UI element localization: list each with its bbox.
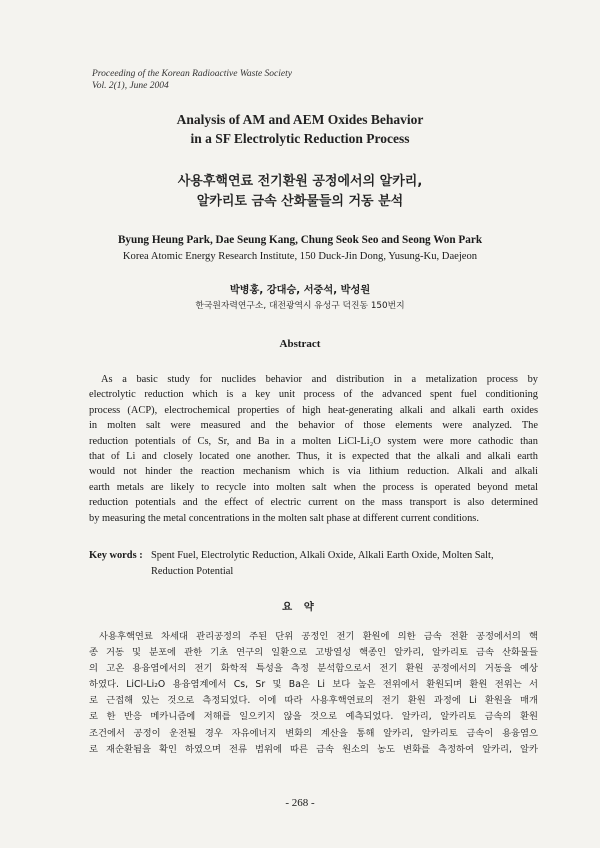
abstract-heading: Abstract	[279, 338, 321, 350]
korean-abstract-line: 의 고온 용융염에서의 전기 화학적 특성을 측정 분석함으로서 전기 환원 공정에서의 거동을 예상	[89, 663, 538, 675]
journal-header	[92, 68, 292, 92]
korean-abstract-line: 로 근접해 있는 것으로 측정되었다. 이에 따라 사용후핵연료의 전기 환원 과정에 Li 환원을 매개	[89, 695, 538, 707]
abstract-line: in molten salt were measured and the behavior of those elements were analyzed. The	[89, 420, 538, 432]
title-line: Analysis of AM and AEM Oxides Behavior	[176, 112, 424, 127]
abstract-line: would not hinder the reaction mechanism which is via lithium reduction. Alkali and alkali	[89, 466, 538, 478]
journal-volume: Vol. 2(1), June 2004	[92, 81, 169, 91]
abstract-line: reduction potentials of Cs, Sr, and Ba in a molten LiCl-Li₂O system were more cathodic than	[89, 435, 538, 447]
affiliation-korean: 한국원자력연구소, 대전광역시 유성구 덕진동 150번지	[195, 301, 405, 311]
author-list-korean: 박병홍, 강대승, 서중석, 박성원	[229, 285, 371, 296]
abstract-line: earth metals are likely to recycle into molten salt when the process is operated beyond metal	[89, 481, 538, 493]
korean-abstract-line: 조건에서 공정이 운전될 경우 자유에너지 변화의 계산을 통해 알카리, 알카리토 금속이 용융염으	[89, 727, 538, 739]
korean-abstract-heading: 요 약	[282, 601, 318, 613]
keywords-line: Spent Fuel, Electrolytic Reduction, Alkali Oxide, Alkali Earth Oxide, Molten Salt,	[151, 550, 494, 561]
abstract-line: that of Li and closely located one another. Thus, it is expected that the alkali and alkali earth	[89, 451, 538, 463]
korean-abstract-line: 사용후핵연료 차세대 관리공정의 주된 단위 공정인 전기 환원에 의한 금속 전환 공정에서의 핵	[99, 631, 538, 642]
paper-title-english	[0, 110, 600, 148]
abstract-line: process (ACP), electrochemical properties of high heat-generating alkali and alkali earth oxides	[89, 404, 538, 416]
affiliation: Korea Atomic Energy Research Institute, 150 Duck-Jin Dong, Yusung-Ku, Daejeon	[122, 251, 478, 262]
author-list: Byung Heung Park, Dae Seung Kang, Chung Seok Seo and Seong Won Park	[117, 234, 483, 246]
korean-abstract-line: 로 한 반응 메카니즘에 저해를 일으키지 않을 것으로 예측되었다. 알카리, 알카리토 금속의 환원	[89, 711, 538, 723]
paper-title-korean	[0, 172, 600, 212]
title-line: 알카리토 금속 산화물들의 거동 분석	[196, 194, 404, 209]
korean-abstract-line: 로 재순환됨을 확인 하였으며 전류 범위에 따른 금속 원소의 농도 변화를 측정하여 알카리, 알카	[89, 743, 538, 755]
abstract-line: reduction potentials and the effect of electric current on the mass transport is also determined	[89, 497, 538, 509]
title-line: 사용후핵연료 전기환원 공정에서의 알카리,	[177, 174, 423, 189]
abstract-body	[89, 372, 538, 526]
page-number: - 268 -	[285, 797, 315, 809]
journal-name: Proceeding of the Korean Radioactive Waste Society	[92, 69, 292, 79]
abstract-line: by measuring the metal concentrations in the molten salt phase at different current conditions.	[89, 512, 479, 524]
keywords-line: Reduction Potential	[151, 566, 234, 577]
keywords-text	[151, 548, 546, 580]
abstract-line: As a basic study for nuclides behavior and distribution in a metalization process by	[101, 374, 538, 385]
keywords-label: Key words :	[89, 550, 143, 561]
korean-abstract-body	[89, 629, 538, 758]
abstract-line: electrolytic reduction which is a key unit process of the advanced spent fuel conditioning	[89, 389, 538, 401]
title-line: in a SF Electrolytic Reduction Process	[190, 131, 410, 146]
korean-abstract-line: 하였다. LiCl-Li₂O 용융염계에서 Cs, Sr 및 Ba은 Li 보다 높은 전위에서 환원되며 환원 전위는 서	[89, 679, 538, 691]
korean-abstract-line: 종 거동 및 분포에 관한 기초 연구의 일환으로 고방열성 핵종인 알카리, 알카리토 금속 산화물들	[89, 647, 538, 659]
